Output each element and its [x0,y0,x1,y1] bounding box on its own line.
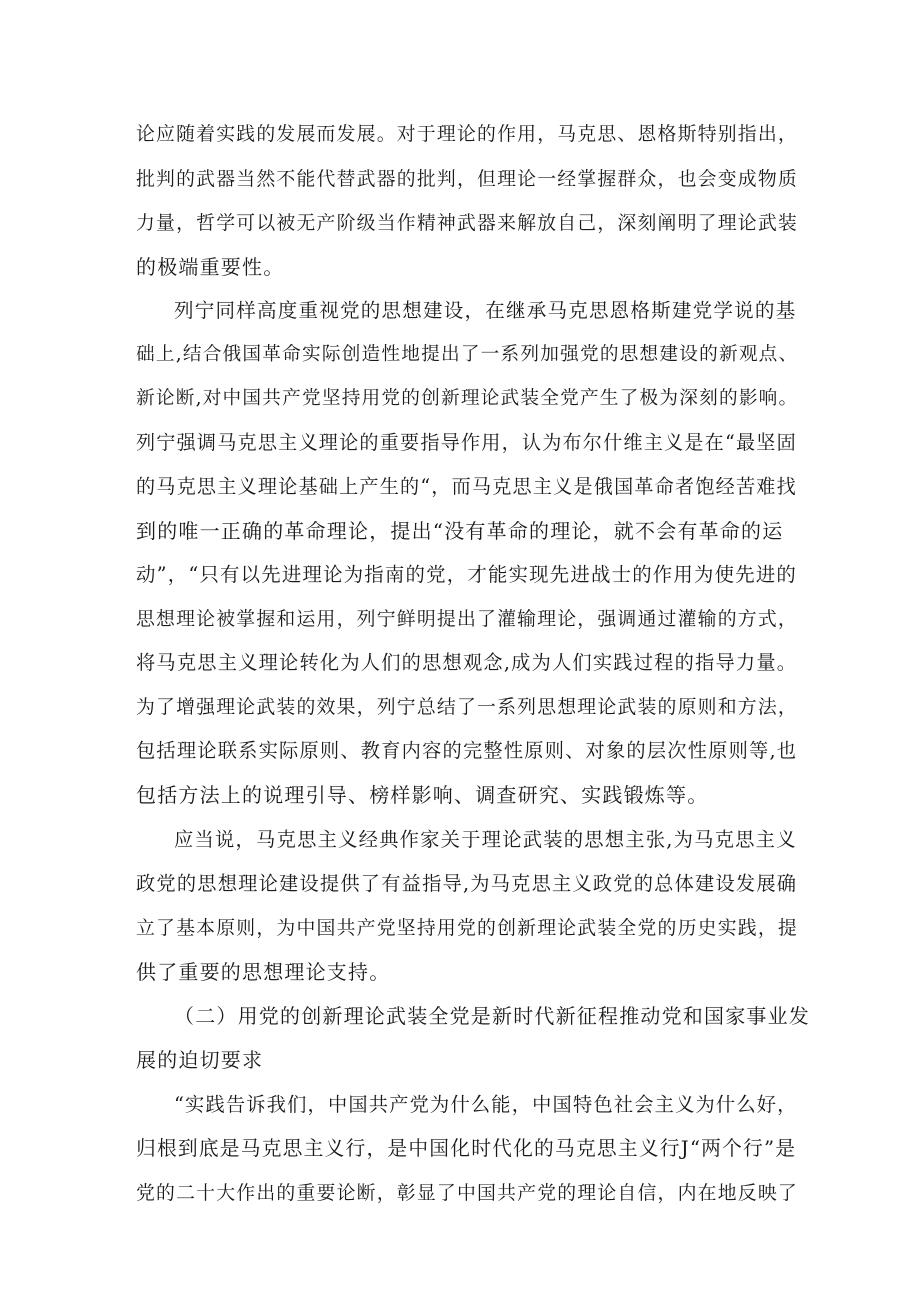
text-line: 归根到底是马克思主义行，是中国化时代化的马克思主义行J“两个行”是 [136,1137,797,1160]
text-line: 供了重要的思想理论支持。 [136,960,391,984]
text-line: 的极端重要性。 [136,255,285,279]
text-line: 列宁同样高度重视党的思想建设，在继承马克思恩格斯建党学说的基 [174,299,797,322]
text-line: 党的二十大作出的重要论断，彰显了中国共产党的理论自信，内在地反映了 [136,1182,798,1204]
text-line: 应当说，马克思主义经典作家关于理论武装的思想主张,为马克思主义 [174,828,797,851]
section-heading: 展的迫切要求 [136,1048,264,1072]
text-line: 立了基本原则，为中国共产党坚持用党的创新理论武装全党的历史实践，提 [136,917,798,939]
text-line: 列宁强调马克思主义理论的重要指导作用，认为布尔什维主义是在“最坚固 [136,431,797,454]
text-line: 包括理论联系实际原则、教育内容的完整性原则、对象的层次性原则等,也 [136,739,798,762]
text-line: 础上,结合俄国革命实际创造性地提出了一系列加强党的思想建设的新观点、 [136,344,799,365]
text-line: 政党的思想理论建设提供了有益指导,为马克思主义政党的总体建设发展确 [136,872,798,895]
text-line: 到的唯一正确的革命理论，提出“没有革命的理论，就不会有革命的运 [136,519,784,543]
text-line: 为了增强理论武装的效果，列宁总结了一系列思想理论武装的原则和方法， [136,696,798,718]
text-line: 动”，“只有以先进理论为指南的党，才能实现先进战士的作用为使先进的 [136,563,798,586]
text-line: 思想理论被掌握和运用，列宁鲜明提出了灌输理论，强调通过灌输的方式， [136,608,798,630]
text-line: 新论断,对中国共产党坚持用党的创新理论武装全党产生了极为深刻的影响。 [136,388,799,409]
text-line: 论应随着实践的发展而发展。对于理论的作用，马克思、恩格斯特别指出， [136,123,798,145]
text-line: 力量，哲学可以被无产阶级当作精神武器来解放自己，深刻阐明了理论武装 [136,212,798,234]
text-line: 的马克思主义理论基础上产生的“，而马克思主义是俄国革命者饱经苦难找 [136,475,797,498]
text-line: “实践告诉我们，中国共产党为什么能，中国特色社会主义为什么好， [174,1093,798,1116]
text-line: 批判的武器当然不能代替武器的批判，但理论一经掌握群众，也会变成物质 [136,168,798,190]
text-line: 将马克思主义理论转化为人们的思想观念,成为人们实践过程的指导力量。 [136,651,798,674]
section-heading: （二）用党的创新理论武装全党是新时代新征程推动党和国家事业发 [174,1004,810,1028]
text-line: 包括方法上的说理引导、榜样影响、调查研究、实践锻炼等。 [136,783,709,807]
